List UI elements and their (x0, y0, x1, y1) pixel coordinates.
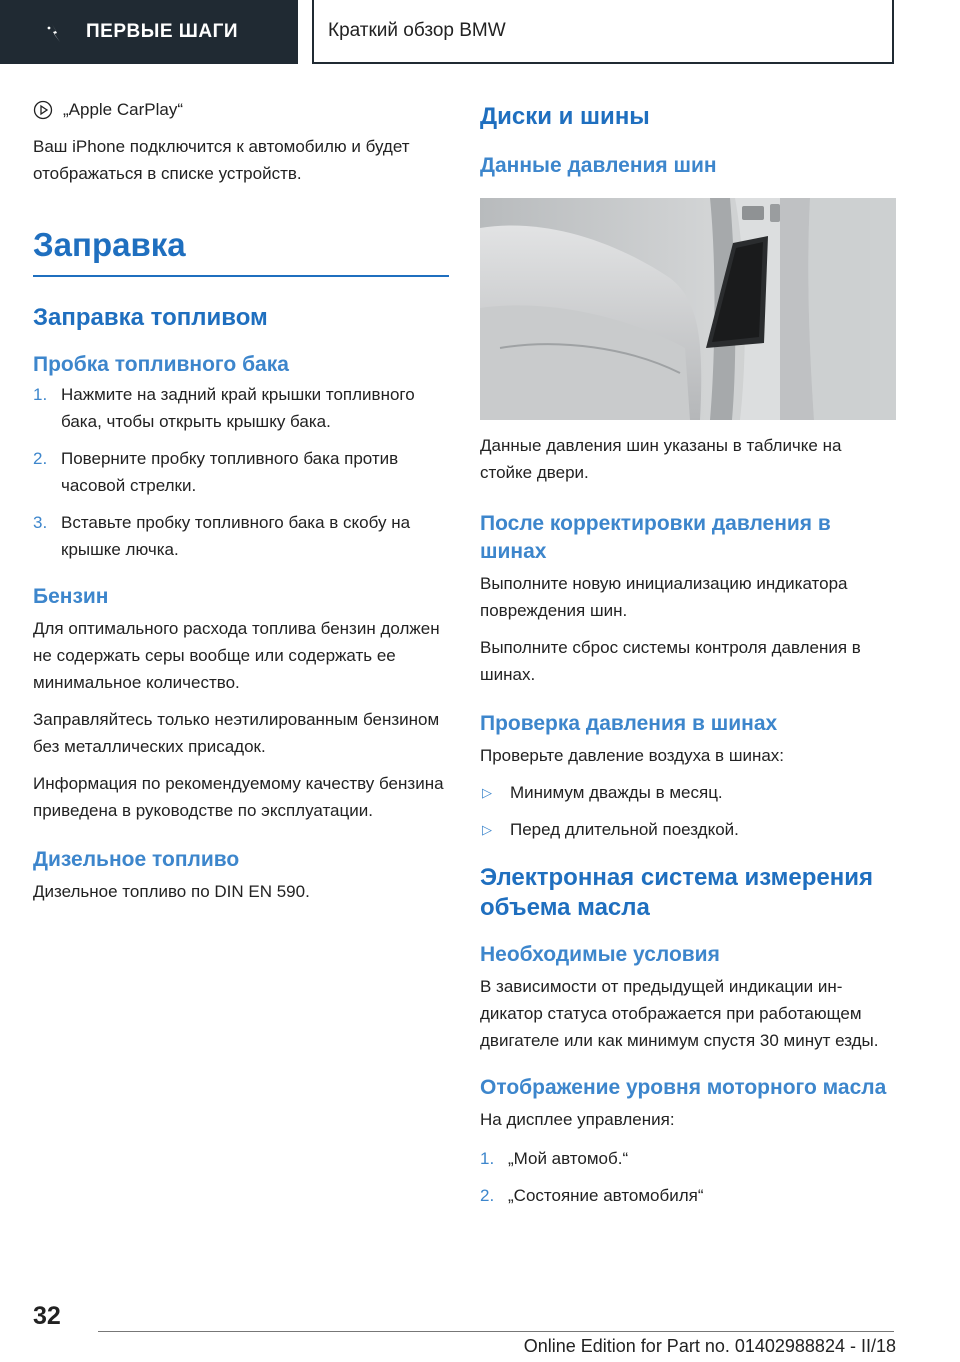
petrol-text-2: Заправляйтесь только неэтилированным бензином без металлических присадок. (33, 710, 440, 756)
left-column (33, 96, 449, 905)
page-title-refuel: Заправка (33, 226, 186, 263)
list-item-text: Минимум дважды в месяц. (510, 783, 723, 802)
heading-tire-pressure-data: Данные давления шин (480, 154, 717, 177)
heading-after-correction: После корректировки давления в шинах (480, 512, 831, 563)
after-correction-text-1: Выполните новую инициализацию индикатора повреждения шин. (480, 574, 848, 620)
heading-wheels-tires: Диски и шины (480, 103, 650, 130)
after-correction-text-2: Выполните сброс системы контроля давления в шинах. (480, 638, 861, 684)
heading-prerequisites: Необходимые условия (480, 943, 720, 966)
step-text: Вставьте пробку топливного бака в скобу на крышке лючка. (61, 513, 411, 559)
right-column (480, 96, 896, 1219)
door-pillar-photo (480, 198, 896, 420)
diesel-text: Дизельное топливо по DIN EN 590. (33, 882, 310, 901)
pressure-check-intro: Проверьте давление воздуха в шинах: (480, 746, 785, 765)
triangle-bullet-icon: ▷ (482, 822, 492, 837)
list-item (33, 381, 449, 435)
step-text: Нажмите на задний край крышки топливного бака, чтобы открыть крышку бака. (61, 385, 415, 431)
heading-diesel: Дизельное топливо (33, 848, 240, 871)
heading-refuel-fuel: Заправка топливом (33, 304, 268, 331)
triangle-bullet-icon: ▷ (482, 785, 492, 800)
section-tab[interactable] (0, 0, 298, 64)
list-item (480, 1145, 896, 1172)
step-number: 1. (33, 385, 48, 404)
fuel-cap-steps (33, 381, 449, 563)
heading-oil-level-display: Отображение уровня моторного масла (480, 1076, 887, 1099)
list-item (480, 816, 896, 843)
step-number: 1. (480, 1149, 495, 1168)
refuel-section (33, 225, 449, 277)
step-number: 3. (33, 513, 48, 532)
list-item (480, 1182, 896, 1209)
chapter-tab-label: Краткий обзор BMW (328, 20, 506, 41)
prerequisites-text: В зависимости от предыдущей индикации индикатор статуса отображается при работающем двигателе или как минимум спустя 30 минут езды. (480, 977, 879, 1050)
heading-fuel-cap: Пробка топливного бака (33, 353, 289, 376)
petrol-text-1: Для оптимального расхода топлива бензин должен не содержать серы вообще или содержать ее минимальное количество. (33, 619, 440, 692)
pressure-check-list (480, 779, 896, 843)
heading-petrol: Бензин (33, 585, 109, 608)
list-item (33, 445, 449, 499)
page-number: 32 (33, 1302, 61, 1330)
list-item (33, 509, 449, 563)
carplay-text: Ваш iPhone подключится к автомобилю и будет отображаться в списке устройств. (33, 137, 410, 183)
step-number: 2. (480, 1186, 495, 1205)
step-text: Поверните пробку топливного бака против часовой стрелки. (61, 449, 399, 495)
chapter-tab[interactable] (312, 0, 894, 64)
footer-divider (98, 1331, 894, 1332)
list-item-text: Перед длительной поездкой. (510, 820, 739, 839)
petrol-text-3: Информация по рекомендуемому качеству бензина приведена в руководстве по эксплуатации. (33, 774, 444, 820)
carplay-label: „Apple CarPlay“ (63, 99, 183, 119)
heading-pressure-check: Проверка давления в шинах (480, 712, 778, 735)
carplay-row (33, 96, 449, 123)
heading-oil-measurement: Электронная система измерения объема масла (480, 864, 873, 921)
oil-display-intro: На дисплее управления: (480, 1110, 675, 1129)
section-tab-label: ПЕРВЫЕ ШАГИ (86, 21, 239, 42)
edition-text: Online Edition for Part no. 01402988824 - II/18 (523, 1336, 896, 1356)
step-number: 2. (33, 449, 48, 468)
play-circle-icon (33, 100, 53, 120)
oil-display-steps (480, 1145, 896, 1209)
list-item (480, 779, 896, 806)
step-text: „Состояние автомобиля“ (508, 1186, 704, 1205)
step-text: „Мой автомоб.“ (508, 1149, 629, 1168)
lightning-bolt-icon (44, 22, 66, 44)
title-divider (33, 275, 449, 277)
tire-data-caption: Данные давления шин указаны в табличке на стойке двери. (480, 436, 842, 482)
